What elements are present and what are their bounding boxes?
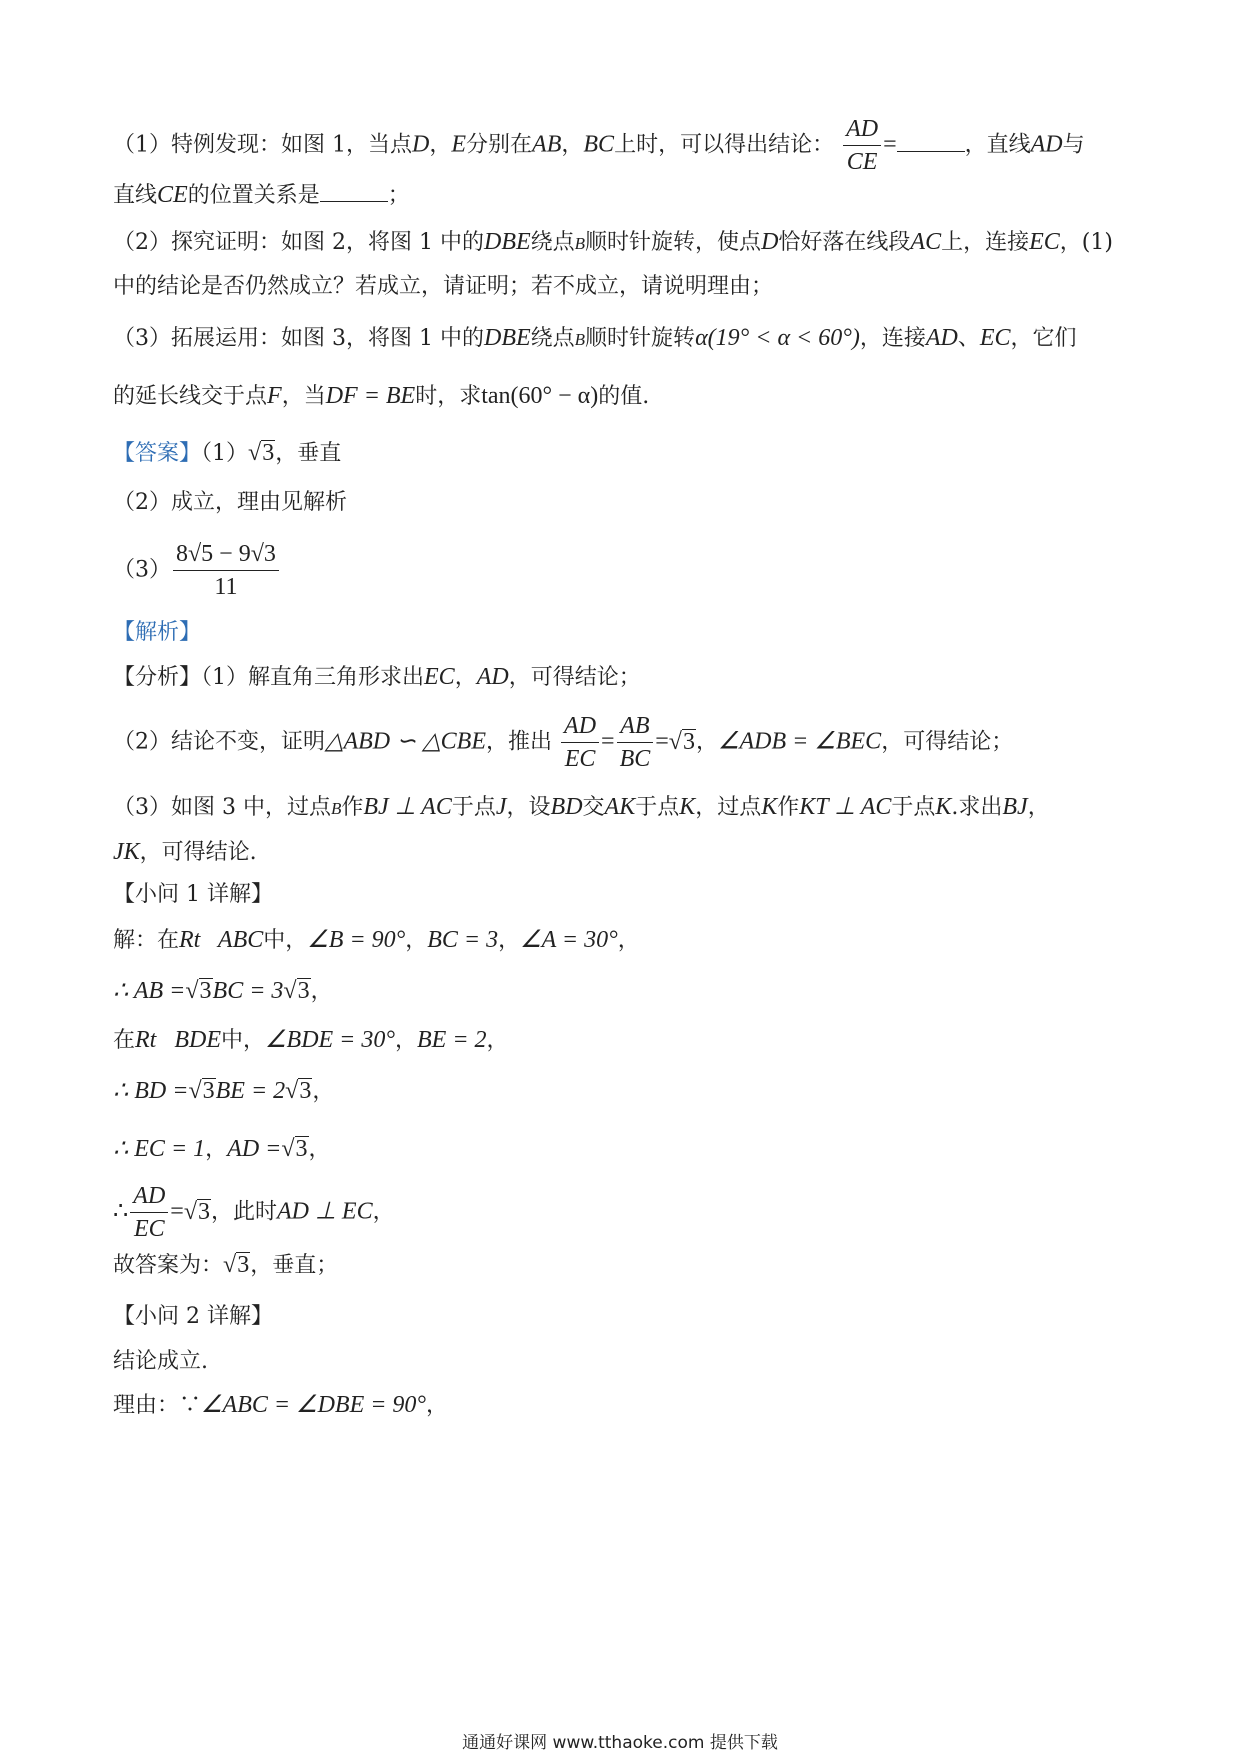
q1-text: 与 bbox=[1062, 132, 1085, 158]
frac-num: AD bbox=[130, 1180, 168, 1213]
q3-text: 的延长线交于点 bbox=[113, 384, 268, 409]
segment-ac: AC bbox=[910, 229, 942, 255]
sqrt-3: √3 bbox=[188, 1078, 215, 1104]
frac-num: AB bbox=[617, 710, 654, 743]
radicand: 3 bbox=[202, 1078, 215, 1104]
sub1-text: ， bbox=[405, 928, 428, 953]
radicand: 3 bbox=[295, 1136, 308, 1162]
analysis-text: ， bbox=[695, 729, 718, 755]
radicand: 3 bbox=[299, 1078, 312, 1104]
segment-bj: BJ bbox=[1002, 794, 1028, 820]
formula: AD = bbox=[227, 1136, 282, 1162]
formula: ∴ BD = bbox=[113, 1078, 189, 1104]
ratio-ad-ec bbox=[561, 710, 599, 775]
radicand: 3 bbox=[198, 1198, 210, 1225]
q1-text: ； bbox=[387, 183, 410, 208]
radicand: 3 bbox=[297, 978, 310, 1004]
sub1-text: ，垂直； bbox=[250, 1253, 339, 1278]
point-k: K bbox=[935, 794, 952, 820]
sub1-text: ， bbox=[308, 1137, 331, 1162]
formula: BC = 3 bbox=[212, 978, 284, 1004]
sub1-line6 bbox=[113, 1180, 395, 1245]
q3-text: 绕点 bbox=[530, 326, 575, 351]
therefore: ∴ bbox=[113, 1198, 129, 1225]
sub1-text: 故答案为： bbox=[113, 1253, 224, 1278]
answer-text: （1） bbox=[201, 441, 249, 466]
frac-den: CE bbox=[846, 149, 878, 175]
analysis-tag: 【解析】 bbox=[113, 620, 202, 645]
equals: = bbox=[170, 1198, 184, 1225]
sqrt-3: √3 bbox=[183, 1198, 210, 1225]
sub1-text: ， bbox=[394, 1028, 417, 1053]
bc-value: BC = 3 bbox=[427, 927, 499, 953]
sub2-tag: 【小问 2 详解】 bbox=[113, 1304, 273, 1329]
formula: ∴ AB = bbox=[113, 978, 186, 1004]
answer-text: （2）成立，理由见解析 bbox=[113, 490, 347, 515]
sqrt-3: √3 bbox=[281, 1136, 308, 1162]
analysis-text: ，可得结论. bbox=[139, 840, 257, 865]
angle-b: ∠B = 90° bbox=[307, 927, 406, 953]
q3-text: ，连接 bbox=[859, 326, 926, 351]
triangle-dbe: DBE bbox=[483, 229, 531, 255]
rt-triangle: Rt ABC bbox=[179, 927, 264, 953]
analysis-text: 作 bbox=[341, 795, 364, 820]
answer-blank[interactable] bbox=[320, 183, 388, 202]
sub1-text: 解：在 bbox=[113, 928, 180, 953]
analysis-line3 bbox=[113, 792, 1050, 824]
equals: = bbox=[655, 728, 669, 755]
be-value: BE = 2 bbox=[417, 1027, 487, 1053]
q3-text: 、 bbox=[957, 326, 980, 351]
q3-text: 顺时针旋转 bbox=[585, 326, 696, 351]
q2-text: 恰好落在线段 bbox=[778, 230, 911, 255]
ratio-ad-ec bbox=[130, 1180, 168, 1245]
separator: ， bbox=[561, 132, 584, 158]
answer-text: ，垂直 bbox=[275, 441, 342, 466]
analysis-text: ， bbox=[454, 665, 477, 690]
perp-kt: KT ⊥ AC bbox=[799, 794, 892, 820]
q2-text: （2）探究证明：如图 2，将图 1 中的 bbox=[113, 230, 484, 255]
radicand: 3 bbox=[682, 728, 695, 755]
ratio-ab-bc bbox=[617, 710, 654, 775]
frac-num: 8√5 − 9√3 bbox=[173, 538, 279, 571]
answer-text: （3） bbox=[113, 557, 171, 583]
sub1-line7 bbox=[113, 1250, 338, 1281]
point-b: B bbox=[574, 234, 586, 253]
formula: BE = 2 bbox=[215, 1078, 286, 1104]
page-footer: 通通好课网 www.tthaoke.com 提供下载 bbox=[462, 1733, 778, 1753]
q2-text: 上，连接 bbox=[941, 230, 1030, 255]
condition: DF = BE bbox=[325, 383, 416, 409]
answer-line2 bbox=[113, 488, 347, 518]
formula: ∴ EC = 1 bbox=[113, 1136, 206, 1162]
point-k: K bbox=[761, 794, 778, 820]
point-k: K bbox=[679, 794, 696, 820]
analysis-text: ，设 bbox=[506, 795, 551, 820]
analysis-text: ，过点 bbox=[695, 795, 762, 820]
equals: = bbox=[883, 131, 897, 158]
analysis-text: （3）如图 3 中，过点 bbox=[113, 795, 331, 820]
point-b: B bbox=[574, 330, 586, 349]
q1-line1 bbox=[113, 113, 1085, 178]
analysis-text: 交 bbox=[582, 795, 605, 820]
analysis-text: ，可得结论； bbox=[508, 665, 641, 690]
angle-a: ∠A = 30° bbox=[520, 927, 618, 953]
analysis-text: ，可得结论； bbox=[881, 729, 1014, 755]
point-j: J bbox=[495, 794, 507, 820]
sub1-text: ， bbox=[617, 928, 640, 953]
sub1-text: 在 bbox=[113, 1028, 136, 1053]
segment-ak: AK bbox=[604, 794, 636, 820]
perp-bj: BJ ⊥ AC bbox=[363, 794, 452, 820]
sqrt-3: √3 bbox=[223, 1252, 250, 1278]
analysis-text: 于点 bbox=[635, 795, 680, 820]
answer-fraction bbox=[173, 538, 279, 603]
alpha-range: α(19° < α < 60°) bbox=[695, 325, 860, 351]
sub1-text: 中， bbox=[263, 928, 308, 953]
point-b: B bbox=[330, 799, 342, 818]
radicand: 3 bbox=[262, 440, 275, 466]
q3-text: 的值. bbox=[598, 384, 650, 409]
angle-equality: ∠ABC = ∠DBE = 90° bbox=[201, 1392, 427, 1418]
analysis-text: ， bbox=[1027, 795, 1050, 820]
analysis-text: ，推出 bbox=[486, 729, 553, 755]
sub1-line1 bbox=[113, 925, 640, 956]
sub1-text: ， bbox=[372, 1199, 395, 1225]
sub1-text: ， bbox=[310, 979, 333, 1004]
sub2-text: 理由：∵ bbox=[113, 1393, 202, 1418]
q2-text: ，(1) bbox=[1059, 230, 1113, 255]
segment-ec: EC bbox=[979, 325, 1011, 351]
sqrt-3: √3 bbox=[285, 1078, 312, 1104]
perp-ad-ec: AD ⊥ EC bbox=[277, 1198, 373, 1225]
q3-text: 时，求 bbox=[415, 384, 482, 409]
analysis-text: 于点 bbox=[891, 795, 936, 820]
fenxi-tag: 【分析】 bbox=[113, 665, 202, 690]
q2-text: 顺时针旋转，使点 bbox=[585, 230, 762, 255]
sub2-text: ， bbox=[426, 1393, 449, 1418]
sub1-text: ， bbox=[498, 928, 521, 953]
analysis-text: （1）解直角三角形求出 bbox=[201, 665, 425, 690]
segment-ec: EC bbox=[1029, 229, 1060, 255]
frac-den: 11 bbox=[214, 574, 238, 600]
q3-line2 bbox=[113, 381, 649, 412]
q3-text: （3）拓展运用：如图 3，将图 1 中的 bbox=[113, 326, 484, 351]
sub2-line2 bbox=[113, 1390, 448, 1421]
radicand: 3 bbox=[237, 1252, 250, 1278]
sub1-text: 中， bbox=[221, 1028, 266, 1053]
q1-text: 上时，可以得出结论： bbox=[614, 132, 835, 158]
answer-line3 bbox=[113, 538, 281, 603]
q1-text: ，直线 bbox=[964, 132, 1031, 158]
q3-text: ，当 bbox=[281, 384, 326, 409]
answer-blank[interactable] bbox=[897, 133, 965, 152]
equals: = bbox=[601, 728, 615, 755]
frac-num: AD bbox=[843, 113, 881, 146]
sub1-line5 bbox=[113, 1134, 331, 1165]
segment-ab: AB bbox=[532, 131, 562, 158]
angle-equality: ∠ADB = ∠BEC bbox=[717, 728, 882, 755]
sub1-tag: 【小问 1 详解】 bbox=[113, 882, 273, 907]
sqrt-3: √3 bbox=[283, 978, 310, 1004]
sub1-text: ， bbox=[312, 1079, 335, 1104]
frac-den: EC bbox=[564, 746, 596, 772]
segment-ad: AD bbox=[925, 325, 958, 351]
point-d: D bbox=[412, 131, 430, 158]
rt-triangle: Rt BDE bbox=[135, 1027, 221, 1053]
angle-bde: ∠BDE = 30° bbox=[265, 1027, 395, 1053]
point-e: E bbox=[451, 131, 467, 158]
q2-text: 绕点 bbox=[530, 230, 575, 255]
segment-ec: EC bbox=[424, 664, 455, 690]
q2-line2 bbox=[113, 272, 773, 302]
frac-den: EC bbox=[133, 1216, 165, 1242]
point-f: F bbox=[267, 383, 282, 409]
analysis-line4 bbox=[113, 837, 257, 868]
sub2-line1: 结论成立. bbox=[113, 1349, 208, 1374]
q1-text: 分别在 bbox=[466, 132, 533, 158]
line-ce: CE bbox=[157, 182, 188, 208]
segment-ad: AD bbox=[476, 664, 509, 690]
q1-line2 bbox=[113, 180, 410, 211]
segment-jk: JK bbox=[113, 839, 140, 865]
q1-text: （1）特例发现：如图 1，当点 bbox=[113, 132, 412, 158]
answer-tag: 【答案】 bbox=[113, 441, 202, 466]
separator: ， bbox=[429, 132, 452, 158]
analysis-line1 bbox=[113, 662, 641, 693]
analysis-text: （2）结论不变，证明 bbox=[113, 729, 325, 755]
tan-expression: tan(60° − α) bbox=[481, 383, 599, 409]
q1-text: 直线 bbox=[113, 183, 158, 208]
q2-text: 中的结论是否仍然成立？若成立，请证明；若不成立，请说明理由； bbox=[113, 274, 774, 299]
sub1-line3 bbox=[113, 1025, 509, 1056]
q3-text: ，它们 bbox=[1010, 326, 1077, 351]
sqrt-3: √3 bbox=[668, 728, 695, 755]
sub1-line4 bbox=[113, 1076, 334, 1107]
similar-triangles: △ABD ∽ △CBE bbox=[325, 728, 487, 755]
q2-line1 bbox=[113, 227, 1113, 259]
radicand: 3 bbox=[199, 978, 212, 1004]
segment-bd: BD bbox=[550, 794, 583, 820]
sub1-text: ， bbox=[486, 1028, 509, 1053]
sqrt-3: √3 bbox=[185, 978, 212, 1004]
frac-num: AD bbox=[561, 710, 599, 743]
sub1-text: ， bbox=[205, 1137, 228, 1162]
sub1-line2 bbox=[113, 976, 333, 1007]
analysis-line2 bbox=[113, 710, 1013, 775]
line-ad: AD bbox=[1030, 131, 1063, 158]
answer-line1 bbox=[113, 438, 341, 469]
q3-line1 bbox=[113, 323, 1077, 355]
segment-bc: BC bbox=[583, 131, 615, 158]
ratio-ad-ce bbox=[843, 113, 881, 178]
point-d: D bbox=[761, 229, 779, 255]
q1-text: 的位置关系是 bbox=[187, 183, 320, 208]
analysis-text: 作 bbox=[777, 795, 800, 820]
analysis-text: .求出 bbox=[951, 795, 1003, 820]
sqrt-3: √3 bbox=[248, 440, 275, 466]
frac-den: BC bbox=[619, 746, 651, 772]
analysis-text: 于点 bbox=[451, 795, 496, 820]
triangle-dbe: DBE bbox=[483, 325, 531, 351]
sub1-text: ，此时 bbox=[211, 1199, 278, 1225]
